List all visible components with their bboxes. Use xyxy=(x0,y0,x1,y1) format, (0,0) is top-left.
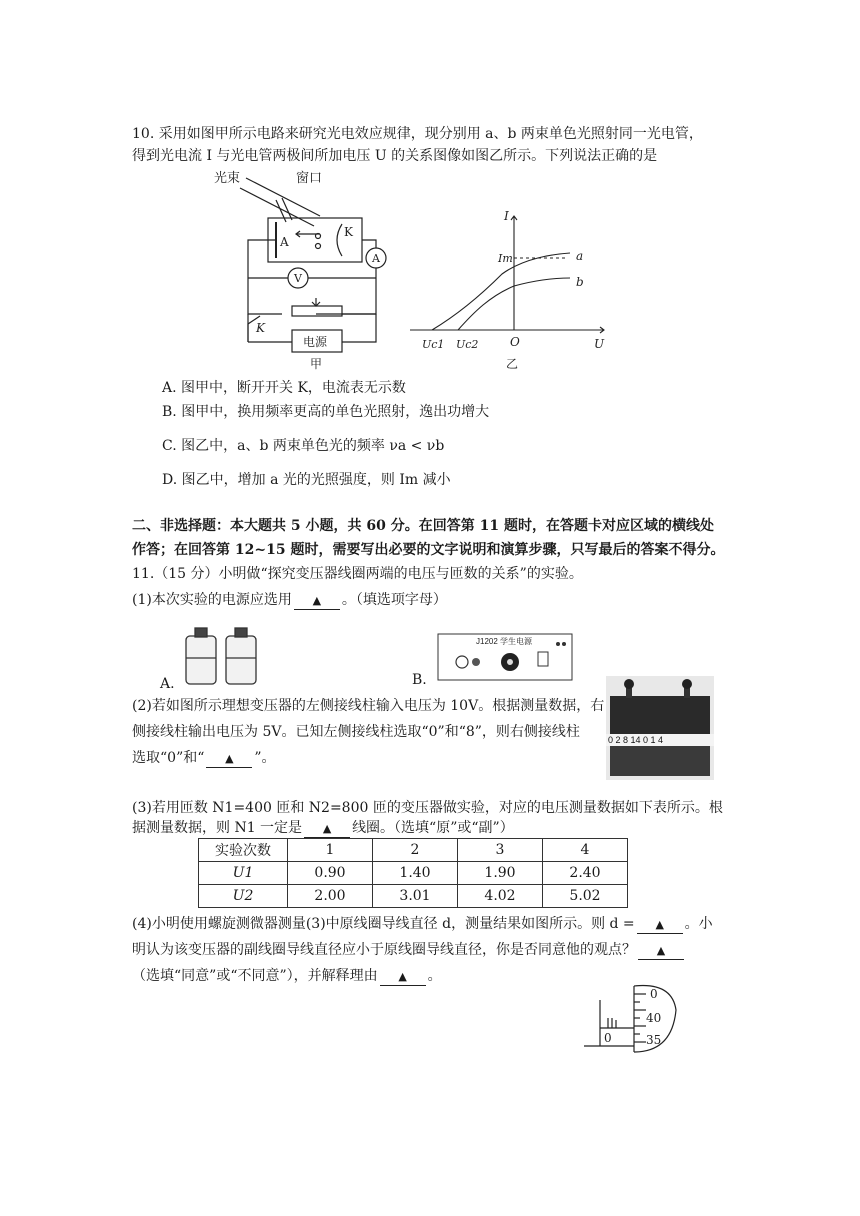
transformer-image xyxy=(606,676,714,780)
q11-part4-blank2[interactable]: ▲ xyxy=(638,942,684,960)
light-beam-label: 光束 xyxy=(214,171,241,186)
ammeter-label: A xyxy=(372,252,380,265)
q11-part4-line3-before: （选填“同意”或“不同意”），并解释理由 xyxy=(132,968,378,984)
q11-part4-line1-after: 。小 xyxy=(684,916,713,932)
anode-label: A xyxy=(280,235,289,249)
q11-part4-blank1[interactable]: ▲ xyxy=(637,916,683,934)
q11-part2-blank[interactable]: ▲ xyxy=(206,750,252,768)
table-cell: 1.90 xyxy=(458,862,543,885)
micrometer-image xyxy=(580,970,690,1060)
table-header-cell: 实验次数 xyxy=(199,839,288,862)
table-cell: 2.40 xyxy=(543,862,628,885)
q11-part3-line2-after: 线圈。（选填“原”或“副”） xyxy=(352,820,514,836)
table-cell: 1.40 xyxy=(373,862,458,885)
q11-part1-blank[interactable]: ▲ xyxy=(294,592,340,610)
q11-part4-line2-before: 明认为该变压器的副线圈导线直径应小于原线圈导线直径，你是否同意他的观点？ xyxy=(132,942,636,958)
battery-pair-image xyxy=(180,622,270,688)
switch-label: K xyxy=(256,321,265,335)
thimble-label-35: 35 xyxy=(646,1033,662,1047)
q10-option-d: D. 图乙中，增加 a 光的光照强度，则 Im 减小 xyxy=(162,472,451,488)
table-header-cell: 2 xyxy=(373,839,458,862)
table-cell: 4.02 xyxy=(458,885,543,908)
graph-y-label: I xyxy=(504,209,509,223)
section2-line1: 二、非选择题：本大题共 5 小题，共 60 分。在回答第 11 题时，在答题卡对应区域的横线处 xyxy=(132,518,714,534)
table-header-cell: 4 xyxy=(543,839,628,862)
q11-part2-line2: 侧接线柱输出电压为 5V。已知左侧接线柱选取“0”和“8”，则右侧接线柱 xyxy=(132,724,580,740)
thimble-label-0: 0 xyxy=(650,987,658,1001)
table-cell: 5.02 xyxy=(543,885,628,908)
graph-origin-label: O xyxy=(510,335,520,349)
q11-part2-line3-after: ”。 xyxy=(254,750,276,766)
voltmeter-label: V xyxy=(294,272,302,285)
table-row xyxy=(199,885,628,908)
graph-caption: 乙 xyxy=(506,357,519,371)
table-cell: 0.90 xyxy=(288,862,373,885)
im-label: Im xyxy=(498,252,513,265)
table-header-cell: 1 xyxy=(288,839,373,862)
q10-option-c: C. 图乙中，a、b 两束单色光的频率 νa < νb xyxy=(162,438,445,454)
power-supply-model-label: J1202 学生电源 xyxy=(476,637,533,646)
table-cell: 2.00 xyxy=(288,885,373,908)
uc1-label: Uc1 xyxy=(422,338,445,351)
table-cell: U1 xyxy=(199,862,288,885)
thimble-label-40: 40 xyxy=(646,1011,662,1025)
q11-part4-line1 xyxy=(132,914,713,934)
q11-option-a-label: A. xyxy=(160,676,175,692)
q11-part1-after: 。（填选项字母） xyxy=(341,592,447,608)
q10-stem-line1: 10. 采用如图甲所示电路来研究光电效应规律，现分别用 a、b 两束单色光照射同一光电管， xyxy=(132,126,703,142)
circuit-caption: 甲 xyxy=(310,357,323,371)
table-cell: U2 xyxy=(199,885,288,908)
cathode-label: K xyxy=(344,225,353,239)
q11-part4-line3-after: 。 xyxy=(427,968,442,984)
q11-part3-blank[interactable]: ▲ xyxy=(304,820,350,838)
q11-part1 xyxy=(132,590,447,610)
q10-stem-line2: 得到光电流 I 与光电管两极间所加电压 U 的关系图像如图乙所示。下列说法正确的是 xyxy=(132,148,658,164)
table-header-row xyxy=(199,839,628,862)
section2-line2: 作答；在回答第 12~15 题时，需要写出必要的文字说明和演算步骤，只写最后的答案不得分。 xyxy=(132,542,725,558)
transformer-terminal-labels: 0 2 8 14 0 1 4 xyxy=(608,735,664,745)
q11-part3-line2-before: 据测量数据，则 N1 一定是 xyxy=(132,820,303,836)
q11-part3-line2 xyxy=(132,818,514,838)
circuit-diagram xyxy=(200,166,400,376)
power-supply-label: 电源 xyxy=(303,335,328,349)
curve-a-label: a xyxy=(576,249,584,263)
q11-part3-line1: (3)若用匝数 N1=400 匝和 N2=800 匝的变压器做实验，对应的电压测量数据如下表所示。根 xyxy=(132,800,723,816)
q11-part1-before: (1)本次实验的电源应选用 xyxy=(132,592,292,608)
q11-part2-line3-before: 选取“0”和“ xyxy=(132,750,205,766)
student-power-supply-image xyxy=(436,632,576,684)
table-row xyxy=(199,862,628,885)
iu-graph xyxy=(404,206,614,376)
q11-part4-line3 xyxy=(132,966,442,986)
curve-b-label: b xyxy=(576,275,584,289)
table-cell: 3.01 xyxy=(373,885,458,908)
q11-part4-blank3[interactable]: ▲ xyxy=(380,968,426,986)
uc2-label: Uc2 xyxy=(456,338,479,351)
q11-option-b-label: B. xyxy=(412,672,427,688)
q11-part4-line1-before: (4)小明使用螺旋测微器测量(3)中原线圈导线直径 d，测量结果如图所示。则 d = xyxy=(132,916,635,932)
q11-part2-line1: (2)若如图所示理想变压器的左侧接线柱输入电压为 10V。根据测量数据，右 xyxy=(132,698,605,714)
sleeve-label-0: 0 xyxy=(604,1031,612,1045)
voltage-data-table xyxy=(198,838,628,908)
q10-option-b: B. 图甲中，换用频率更高的单色光照射，逸出功增大 xyxy=(162,404,490,420)
q10-option-a: A. 图甲中，断开开关 K，电流表无示数 xyxy=(162,380,406,396)
graph-x-label: U xyxy=(594,337,605,351)
q11-part4-line2 xyxy=(132,940,686,960)
table-header-cell: 3 xyxy=(458,839,543,862)
q11-part2-line3 xyxy=(132,748,276,768)
q11-title: 11.（15 分）小明做“探究变压器线圈两端的电压与匝数的关系”的实验。 xyxy=(132,566,583,582)
window-label: 窗口 xyxy=(296,171,323,186)
